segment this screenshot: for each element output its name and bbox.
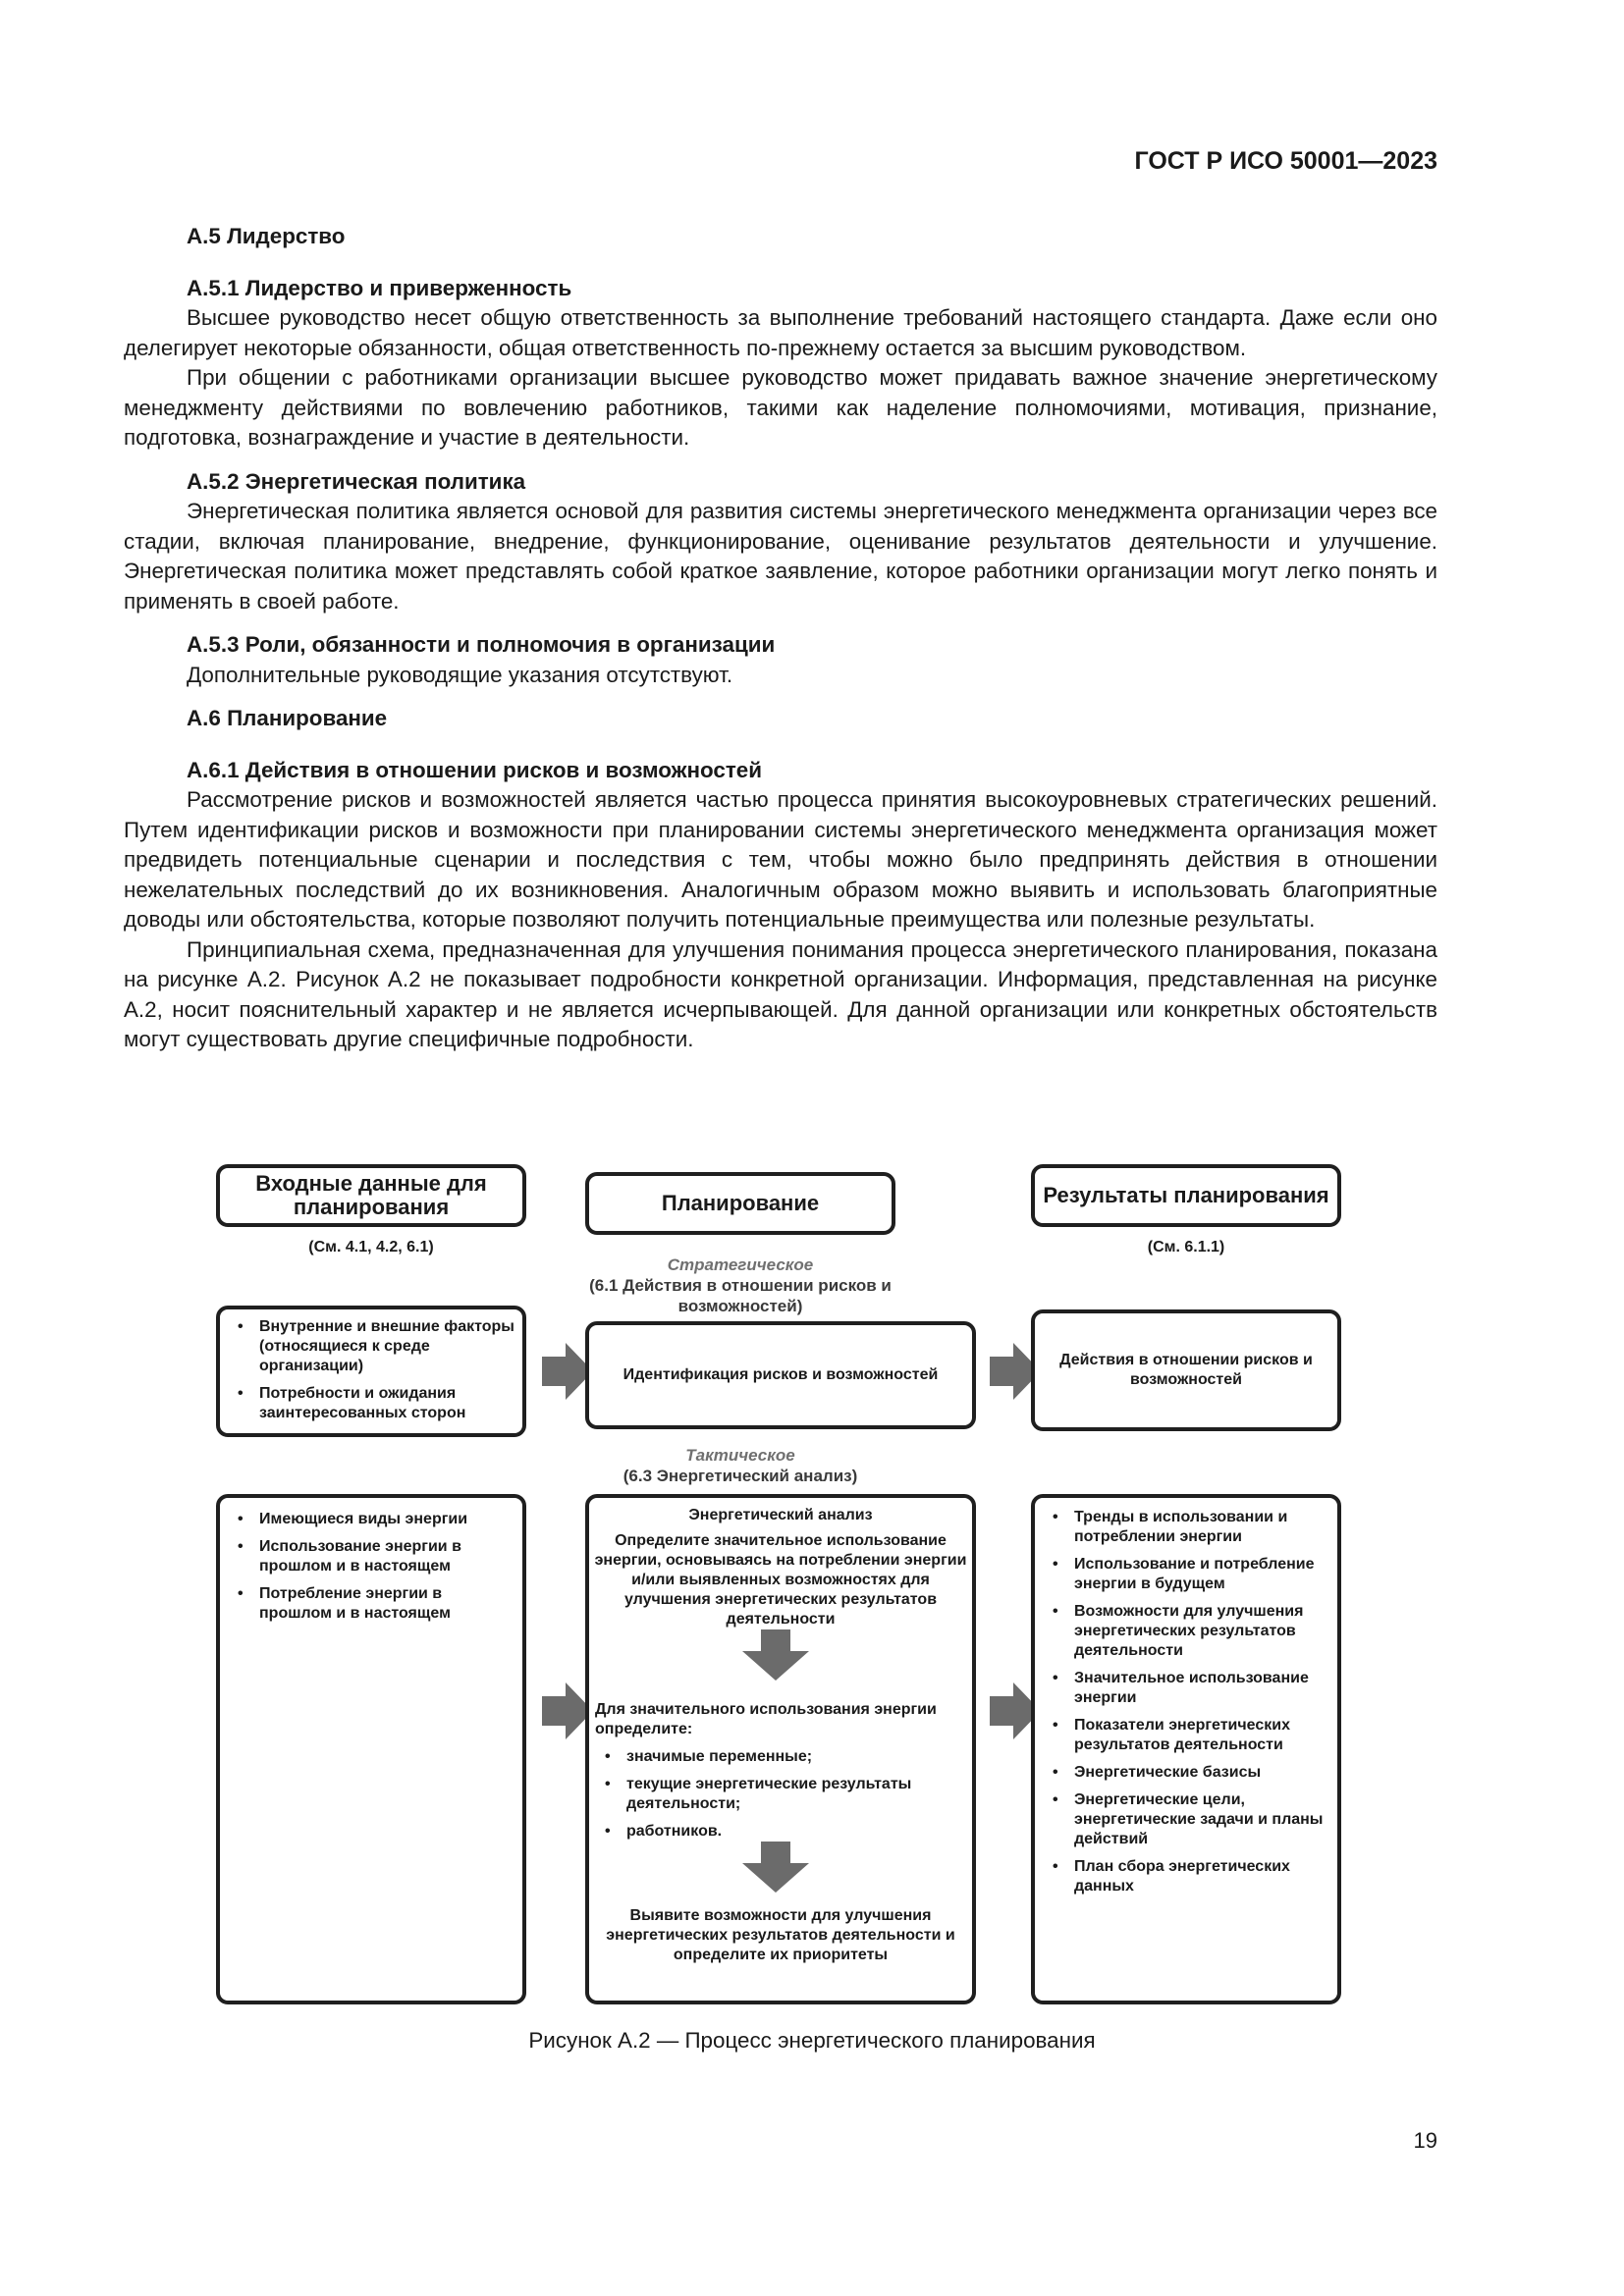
planning-header-label: Планирование <box>661 1191 820 1215</box>
list-item: • Показатели энергетических результатов деятельности <box>1041 1716 1331 1755</box>
document-body <box>124 222 1437 1055</box>
tactical-label: Тактическое <box>685 1446 795 1465</box>
standard-id: ГОСТ Р ИСО 50001—2023 <box>1134 147 1437 175</box>
list-item: • Тренды в использовании и потреблении энергии <box>1041 1508 1331 1547</box>
inputs-reference: (См. 4.1, 4.2, 6.1) <box>308 1239 434 1255</box>
list-item: • Потребности и ожидания заинтересованных сторон <box>226 1384 516 1423</box>
section-a53-paragraph: Дополнительные руководящие указания отсутствуют. <box>187 662 733 687</box>
section-a51-paragraph: При общении с работниками организации высшее руководство может придавать важное значение энергетическому менеджменту действиями по вовлечению работников, такими как наделение полномочиями, мотивация, признание, подготовка, вознаграждение и участие в деятельности. <box>124 365 1437 450</box>
figure-caption: Рисунок А.2 — Процесс энергетического планирования <box>528 2028 1096 2053</box>
list-item: • Использование энергии в прошлом и в настоящем <box>226 1537 516 1576</box>
row1-planning-text: Идентификация рисков и возможностей <box>623 1366 939 1383</box>
planning-header <box>585 1172 895 1235</box>
inputs-header-label: Входные данные для планирования <box>255 1171 487 1219</box>
row1-planning-box <box>585 1321 976 1429</box>
row1-results-box <box>1031 1309 1341 1431</box>
section-a53-title: А.5.3 Роли, обязанности и полномочия в организации <box>187 632 776 657</box>
row2-results-list <box>1041 1508 1331 1896</box>
energy-review-step3: Выявите возможности для улучшения энергетических результатов деятельности и определите их приоритеты <box>606 1907 955 1963</box>
list-item: • Энергетические цели, энергетические задачи и планы действий <box>1041 1790 1331 1849</box>
row1-inputs-list <box>226 1317 516 1423</box>
inputs-header <box>216 1164 526 1227</box>
section-a61-paragraph: Рассмотрение рисков и возможностей является частью процесса принятия высокоуровневых стратегических решений. Путем идентификации рисков и возможности при планировании системы энергетического менеджмента организация может предвидеть потенциальные сценарии и последствия с тем, чтобы можно было предпринять действия в отношении нежелательных последствий до их возникновения. Аналогичным образом можно выявить и использовать благоприятные доводы или обстоятельства, которые позволяют получить потенциальные преимущества или полезные результаты. <box>124 787 1437 932</box>
list-item: • значимые переменные; <box>593 1747 968 1767</box>
energy-review-title: Энергетический анализ <box>688 1507 873 1523</box>
energy-planning-diagram <box>216 1164 1341 2004</box>
section-a51-title: А.5.1 Лидерство и приверженность <box>187 275 572 300</box>
list-item: • Возможности для улучшения энергетических результатов деятельности <box>1041 1602 1331 1661</box>
page-number: 19 <box>1413 2128 1437 2153</box>
strategic-stage-label <box>558 1255 923 1316</box>
row2-results-box <box>1031 1494 1341 2004</box>
list-item: • Энергетические базисы <box>1041 1763 1331 1783</box>
results-header <box>1031 1164 1341 1227</box>
row2-planning-box <box>585 1494 976 2004</box>
energy-review-step1: Определите значительное использование энергии, основываясь на потреблении энергии и/или выявленных возможностях для улучшения энергетических результатов деятельности <box>594 1532 967 1628</box>
list-item: • работников. <box>593 1822 968 1842</box>
row1-results-text: Действия в отношении рисков и возможностей <box>1059 1352 1313 1388</box>
section-a52-title: А.5.2 Энергетическая политика <box>187 468 526 494</box>
row2-inputs-box <box>216 1494 526 2004</box>
list-item: • Имеющиеся виды энергии <box>226 1510 516 1529</box>
list-item: • План сбора энергетических данных <box>1041 1857 1331 1896</box>
row2-inputs-list <box>226 1510 516 1624</box>
tactical-stage-label <box>558 1445 923 1486</box>
results-header-label: Результаты планирования <box>1043 1183 1329 1207</box>
energy-review-step2-list <box>593 1747 968 1842</box>
section-a61-title: А.6.1 Действия в отношении рисков и возможностей <box>187 757 763 782</box>
section-a51-paragraph: Высшее руководство несет общую ответственность за выполнение требований настоящего стандарта. Даже если оно делегирует некоторые обязанности, общая ответственность по-прежнему остается за высшим руководством. <box>124 305 1437 360</box>
section-a5-title: А.5 Лидерство <box>187 224 346 248</box>
energy-review-step2-intro: Для значительного использования энергии определите: <box>595 1701 937 1737</box>
row1-inputs-box <box>216 1306 526 1437</box>
section-a6-title: А.6 Планирование <box>187 706 388 730</box>
section-a52-paragraph: Энергетическая политика является основой для развития системы энергетического менеджмента организации через все стадии, включая планирование, внедрение, функционирование, оценивание результатов деятельности и улучшение. Энергетическая политика может представлять собой краткое заявление, которое работники организации могут легко понять и применять в своей работе. <box>124 499 1437 614</box>
strategic-label: Стратегическое <box>667 1255 814 1274</box>
list-item: • Внутренние и внешние факторы (относящиеся к среде организации) <box>226 1317 516 1376</box>
tactical-reference: (6.3 Энергетический анализ) <box>623 1467 858 1485</box>
results-reference: (См. 6.1.1) <box>1147 1239 1225 1255</box>
strategic-reference: (6.1 Действия в отношении рисков и возможностей) <box>589 1276 892 1315</box>
list-item: • Значительное использование энергии <box>1041 1669 1331 1708</box>
list-item: • Использование и потребление энергии в будущем <box>1041 1555 1331 1594</box>
list-item: • текущие энергетические результаты деятельности; <box>593 1775 968 1814</box>
section-a61-paragraph: Принципиальная схема, предназначенная для улучшения понимания процесса энергетического планирования, показана на рисунке А.2. Рисунок А.2 не показывает подробности конкретной организации. Информация, представленная на рисунке А.2, носит пояснительный характер и не является исчерпывающей. Для данной организации или конкретных обстоятельств могут существовать другие специфичные подробности. <box>124 936 1437 1051</box>
list-item: • Потребление энергии в прошлом и в настоящем <box>226 1584 516 1624</box>
